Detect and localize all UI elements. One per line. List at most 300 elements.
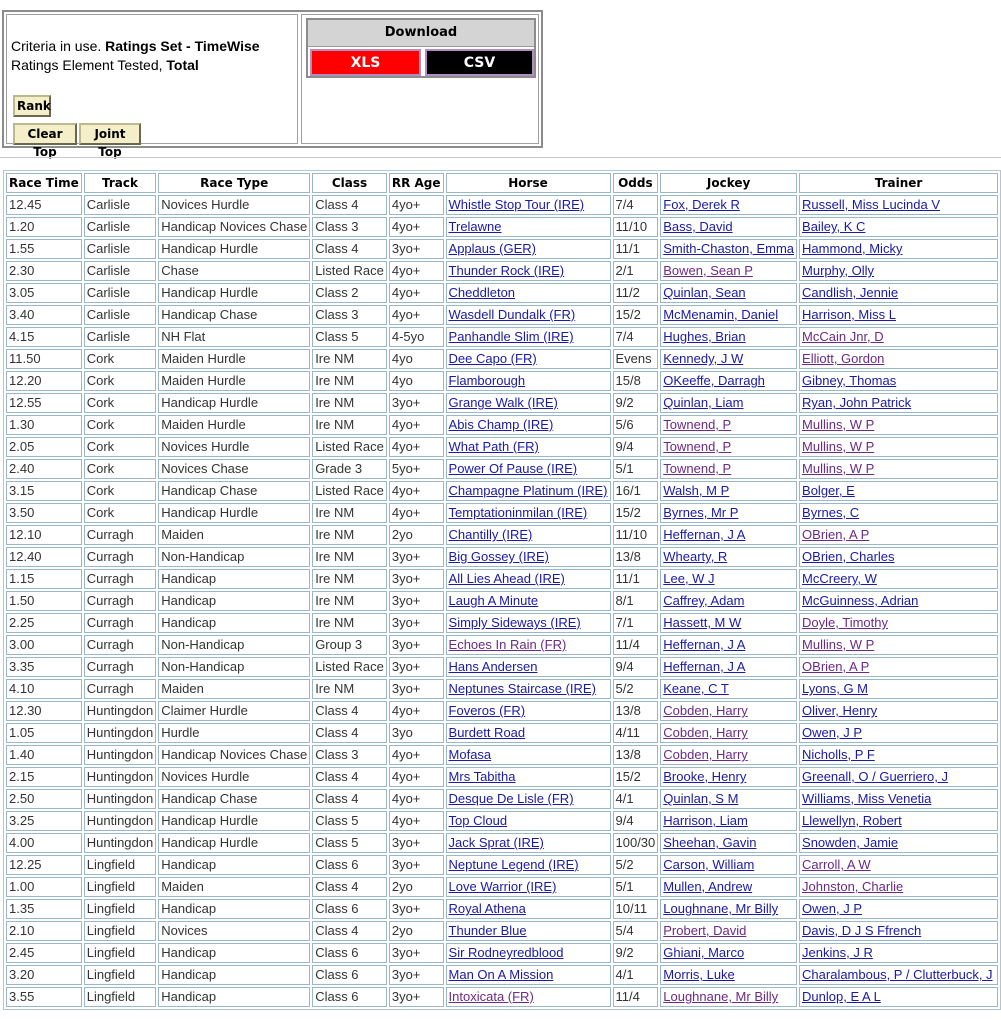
race-time-cell: 3.35 [6, 657, 82, 677]
table-row [6, 481, 998, 501]
trainer-link[interactable]: OBrien, A P [799, 657, 998, 677]
table-row [6, 371, 998, 391]
jockey-link[interactable]: Quinlan, S M [660, 789, 797, 809]
horse-link[interactable]: Chantilly (IRE) [446, 525, 611, 545]
race-type-cell: Novices Hurdle [158, 767, 310, 787]
jockey-link[interactable]: Hassett, M W [660, 613, 797, 633]
rr-age-cell: 4yo+ [389, 195, 444, 215]
horse-link[interactable]: What Path (FR) [446, 437, 611, 457]
odds-cell: 7/4 [613, 195, 659, 215]
track-cell: Carlisle [84, 217, 157, 237]
rr-age-cell: 2yo [389, 921, 444, 941]
jockey-link[interactable]: Ghiani, Marco [660, 943, 797, 963]
odds-cell: 5/2 [613, 679, 659, 699]
trainer-link[interactable]: Byrnes, C [799, 503, 998, 523]
class-cell: Class 4 [312, 701, 387, 721]
odds-cell: 5/2 [613, 855, 659, 875]
jockey-link[interactable]: Kennedy, J W [660, 349, 797, 369]
table-row [6, 217, 998, 237]
race-time-cell: 3.50 [6, 503, 82, 523]
track-cell: Carlisle [84, 239, 157, 259]
horse-link[interactable]: Neptunes Staircase (IRE) [446, 679, 611, 699]
track-cell: Cork [84, 503, 157, 523]
rr-age-cell: 4yo [389, 349, 444, 369]
jockey-link[interactable]: OKeeffe, Darragh [660, 371, 797, 391]
race-time-cell: 3.55 [6, 987, 82, 1007]
track-cell: Lingfield [84, 987, 157, 1007]
trainer-link[interactable]: Russell, Miss Lucinda V [799, 195, 998, 215]
odds-cell: 8/1 [613, 591, 659, 611]
race-time-cell: 3.15 [6, 481, 82, 501]
trainer-link[interactable]: Carroll, A W [799, 855, 998, 875]
class-cell: Listed Race [312, 261, 387, 281]
horse-link[interactable]: Laugh A Minute [446, 591, 611, 611]
horse-link[interactable]: Abis Champ (IRE) [446, 415, 611, 435]
track-cell: Huntingdon [84, 833, 157, 853]
rr-age-cell: 4yo+ [389, 503, 444, 523]
table-row [6, 503, 998, 523]
trainer-link[interactable]: OBrien, Charles [799, 547, 998, 567]
element-prefix: Ratings Element Tested, [11, 57, 167, 73]
criteria-prefix: Criteria in use. [11, 38, 106, 54]
download-cell [301, 14, 539, 144]
ratings-element: Total [166, 57, 199, 73]
jockey-link[interactable]: Whearty, R [660, 547, 797, 567]
race-time-cell: 1.05 [6, 723, 82, 743]
race-time-cell: 3.00 [6, 635, 82, 655]
horse-link[interactable]: Foveros (FR) [446, 701, 611, 721]
race-type-cell: Non-Handicap [158, 657, 310, 677]
table-row [6, 657, 998, 677]
rr-age-cell: 3yo+ [389, 855, 444, 875]
trainer-link[interactable]: Mullins, W P [799, 437, 998, 457]
odds-cell: 11/10 [613, 525, 659, 545]
race-time-cell: 12.20 [6, 371, 82, 391]
trainer-link[interactable]: Mullins, W P [799, 459, 998, 479]
odds-cell: 2/1 [613, 261, 659, 281]
table-row [6, 569, 998, 589]
race-type-cell: NH Flat [158, 327, 310, 347]
odds-cell: 13/8 [613, 745, 659, 765]
horse-link[interactable]: Burdett Road [446, 723, 611, 743]
horse-link[interactable]: Dee Capo (FR) [446, 349, 611, 369]
race-type-cell: Handicap Hurdle [158, 503, 310, 523]
trainer-link[interactable]: Bailey, K C [799, 217, 998, 237]
trainer-link[interactable]: Williams, Miss Venetia [799, 789, 998, 809]
odds-cell: 11/10 [613, 217, 659, 237]
jockey-link[interactable]: Morris, Luke [660, 965, 797, 985]
jockey-link[interactable]: Mullen, Andrew [660, 877, 797, 897]
horse-link[interactable]: Applaus (GER) [446, 239, 611, 259]
table-row [6, 305, 998, 325]
race-time-cell: 12.10 [6, 525, 82, 545]
clear-top-button[interactable]: Clear Top [13, 123, 77, 145]
odds-cell: 11/4 [613, 635, 659, 655]
table-body [6, 195, 998, 1007]
rr-age-cell: 4yo+ [389, 481, 444, 501]
trainer-link[interactable]: Doyle, Timothy [799, 613, 998, 633]
rr-age-cell: 3yo+ [389, 569, 444, 589]
trainer-link[interactable]: Candlish, Jennie [799, 283, 998, 303]
horse-link[interactable]: Whistle Stop Tour (IRE) [446, 195, 611, 215]
table-row [6, 833, 998, 853]
jockey-link[interactable]: Byrnes, Mr P [660, 503, 797, 523]
rr-age-cell: 4-5yo [389, 327, 444, 347]
horse-link[interactable]: Love Warrior (IRE) [446, 877, 611, 897]
horse-link[interactable]: Royal Athena [446, 899, 611, 919]
track-cell: Carlisle [84, 195, 157, 215]
race-time-cell: 1.15 [6, 569, 82, 589]
class-cell: Ire NM [312, 679, 387, 699]
horse-link[interactable]: Echoes In Rain (FR) [446, 635, 611, 655]
track-cell: Huntingdon [84, 767, 157, 787]
column-header-race-type: Race Type [158, 173, 310, 193]
table-row [6, 943, 998, 963]
trainer-link[interactable]: Dunlop, E A L [799, 987, 998, 1007]
trainer-link[interactable]: Harrison, Miss L [799, 305, 998, 325]
odds-cell: 7/1 [613, 613, 659, 633]
horse-link[interactable]: Panhandle Slim (IRE) [446, 327, 611, 347]
track-cell: Curragh [84, 547, 157, 567]
jockey-link[interactable]: Probert, David [660, 921, 797, 941]
rr-age-cell: 3yo+ [389, 833, 444, 853]
race-time-cell: 1.40 [6, 745, 82, 765]
trainer-link[interactable]: OBrien, A P [799, 525, 998, 545]
race-type-cell: Chase [158, 261, 310, 281]
trainer-link[interactable]: Owen, J P [799, 723, 998, 743]
race-time-cell: 1.20 [6, 217, 82, 237]
trainer-link[interactable]: Snowden, Jamie [799, 833, 998, 853]
trainer-link[interactable]: Lyons, G M [799, 679, 998, 699]
class-cell: Class 6 [312, 899, 387, 919]
race-type-cell: Novices [158, 921, 310, 941]
horse-link[interactable]: Champagne Platinum (IRE) [446, 481, 611, 501]
table-row [6, 965, 998, 985]
race-type-cell: Handicap [158, 965, 310, 985]
track-cell: Curragh [84, 591, 157, 611]
class-cell: Class 6 [312, 965, 387, 985]
class-cell: Ire NM [312, 525, 387, 545]
column-header-race-time: Race Time [6, 173, 82, 193]
odds-cell: Evens [613, 349, 659, 369]
table-row [6, 349, 998, 369]
horse-link[interactable]: Desque De Lisle (FR) [446, 789, 611, 809]
odds-cell: 13/8 [613, 547, 659, 567]
trainer-link[interactable]: Hammond, Micky [799, 239, 998, 259]
jockey-link[interactable]: Lee, W J [660, 569, 797, 589]
column-header-rr-age: RR Age [389, 173, 444, 193]
horse-link[interactable]: Thunder Blue [446, 921, 611, 941]
trainer-link[interactable]: Charalambous, P / Clutterbuck, J [799, 965, 998, 985]
class-cell: Ire NM [312, 349, 387, 369]
odds-cell: 9/4 [613, 811, 659, 831]
race-time-cell: 1.30 [6, 415, 82, 435]
table-header [6, 173, 998, 193]
trainer-link[interactable]: Mullins, W P [799, 415, 998, 435]
odds-cell: 16/1 [613, 481, 659, 501]
race-time-cell: 4.15 [6, 327, 82, 347]
race-type-cell: Novices Hurdle [158, 195, 310, 215]
horse-link[interactable]: Grange Walk (IRE) [446, 393, 611, 413]
track-cell: Curragh [84, 635, 157, 655]
race-type-cell: Handicap [158, 855, 310, 875]
trainer-link[interactable]: Llewellyn, Robert [799, 811, 998, 831]
rr-age-cell: 4yo+ [389, 437, 444, 457]
odds-cell: 15/2 [613, 305, 659, 325]
horse-link[interactable]: Hans Andersen [446, 657, 611, 677]
horse-link[interactable]: Top Cloud [446, 811, 611, 831]
table-row [6, 591, 998, 611]
jockey-link[interactable]: Townend, P [660, 415, 797, 435]
class-cell: Class 3 [312, 217, 387, 237]
race-time-cell: 2.45 [6, 943, 82, 963]
track-cell: Cork [84, 415, 157, 435]
table-row [6, 613, 998, 633]
jockey-link[interactable]: Loughnane, Mr Billy [660, 899, 797, 919]
race-time-cell: 12.55 [6, 393, 82, 413]
table-row [6, 283, 998, 303]
jockey-link[interactable]: McMenamin, Daniel [660, 305, 797, 325]
jockey-link[interactable]: Quinlan, Liam [660, 393, 797, 413]
class-cell: Class 3 [312, 305, 387, 325]
rr-age-cell: 3yo+ [389, 613, 444, 633]
trainer-link[interactable]: Johnston, Charlie [799, 877, 998, 897]
jockey-link[interactable]: Cobden, Harry [660, 723, 797, 743]
jockey-link[interactable]: Heffernan, J A [660, 635, 797, 655]
jockey-link[interactable]: Harrison, Liam [660, 811, 797, 831]
class-cell: Class 4 [312, 921, 387, 941]
odds-cell: 9/2 [613, 943, 659, 963]
rr-age-cell: 4yo [389, 371, 444, 391]
rr-age-cell: 3yo+ [389, 987, 444, 1007]
race-time-cell: 4.10 [6, 679, 82, 699]
trainer-link[interactable]: Mullins, W P [799, 635, 998, 655]
trainer-link[interactable]: Murphy, Olly [799, 261, 998, 281]
rr-age-cell: 4yo+ [389, 745, 444, 765]
race-time-cell: 2.05 [6, 437, 82, 457]
trainer-link[interactable]: Jenkins, J R [799, 943, 998, 963]
track-cell: Cork [84, 459, 157, 479]
jockey-link[interactable]: Heffernan, J A [660, 657, 797, 677]
jockey-link[interactable]: Carson, William [660, 855, 797, 875]
jockey-link[interactable]: Fox, Derek R [660, 195, 797, 215]
class-cell: Ire NM [312, 591, 387, 611]
race-type-cell: Maiden [158, 877, 310, 897]
csv-download-button[interactable]: CSV [425, 49, 534, 76]
table-row [6, 459, 998, 479]
race-type-cell: Handicap Hurdle [158, 283, 310, 303]
race-type-cell: Handicap [158, 943, 310, 963]
download-title: Download [308, 20, 534, 47]
jockey-link[interactable]: Smith-Chaston, Emma [660, 239, 797, 259]
class-cell: Class 4 [312, 789, 387, 809]
race-time-cell: 3.40 [6, 305, 82, 325]
race-time-cell: 3.20 [6, 965, 82, 985]
trainer-link[interactable]: Elliott, Gordon [799, 349, 998, 369]
race-type-cell: Handicap Hurdle [158, 811, 310, 831]
race-time-cell: 2.25 [6, 613, 82, 633]
table-row [6, 987, 998, 1007]
table-row [6, 877, 998, 897]
rr-age-cell: 5yo+ [389, 459, 444, 479]
track-cell: Cork [84, 393, 157, 413]
rr-age-cell: 4yo+ [389, 811, 444, 831]
horse-link[interactable]: All Lies Ahead (IRE) [446, 569, 611, 589]
table-row [6, 811, 998, 831]
rr-age-cell: 3yo+ [389, 393, 444, 413]
horse-link[interactable]: Mofasa [446, 745, 611, 765]
trainer-link[interactable]: Gibney, Thomas [799, 371, 998, 391]
odds-cell: 5/4 [613, 921, 659, 941]
jockey-link[interactable]: Sheehan, Gavin [660, 833, 797, 853]
jockey-link[interactable]: Townend, P [660, 437, 797, 457]
track-cell: Lingfield [84, 921, 157, 941]
trainer-link[interactable]: Davis, D J S Ffrench [799, 921, 998, 941]
rr-age-cell: 3yo [389, 723, 444, 743]
class-cell: Class 5 [312, 327, 387, 347]
rr-age-cell: 4yo+ [389, 701, 444, 721]
xls-download-button[interactable]: XLS [310, 49, 421, 76]
race-time-cell: 2.15 [6, 767, 82, 787]
track-cell: Huntingdon [84, 723, 157, 743]
trainer-link[interactable]: Ryan, John Patrick [799, 393, 998, 413]
jockey-link[interactable]: Loughnane, Mr Billy [660, 987, 797, 1007]
horse-link[interactable]: Simply Sideways (IRE) [446, 613, 611, 633]
race-time-cell: 4.00 [6, 833, 82, 853]
trainer-link[interactable]: Bolger, E [799, 481, 998, 501]
horse-link[interactable]: Sir Rodneyredblood [446, 943, 611, 963]
jockey-link[interactable]: Cobden, Harry [660, 745, 797, 765]
joint-top-button[interactable]: Joint Top [79, 123, 141, 145]
race-time-cell: 12.45 [6, 195, 82, 215]
odds-cell: 13/8 [613, 701, 659, 721]
track-cell: Huntingdon [84, 789, 157, 809]
horse-link[interactable]: Intoxicata (FR) [446, 987, 611, 1007]
race-type-cell: Maiden Hurdle [158, 349, 310, 369]
table-row [6, 635, 998, 655]
criteria-panel [2, 10, 543, 159]
class-cell: Class 4 [312, 195, 387, 215]
jockey-link[interactable]: Caffrey, Adam [660, 591, 797, 611]
table-row [6, 723, 998, 743]
table-row [6, 239, 998, 259]
trainer-link[interactable]: McGuinness, Adrian [799, 591, 998, 611]
horse-link[interactable]: Man On A Mission [446, 965, 611, 985]
table-row [6, 437, 998, 457]
odds-cell: 7/4 [613, 327, 659, 347]
rank-button[interactable]: Rank [13, 95, 51, 117]
rr-age-cell: 4yo+ [389, 415, 444, 435]
column-header-class: Class [312, 173, 387, 193]
trainer-link[interactable]: Oliver, Henry [799, 701, 998, 721]
trainer-link[interactable]: Nicholls, P F [799, 745, 998, 765]
trainer-link[interactable]: Greenall, O / Guerriero, J [799, 767, 998, 787]
column-header-jockey: Jockey [660, 173, 797, 193]
criteria-cell [6, 14, 298, 159]
rr-age-cell: 4yo+ [389, 789, 444, 809]
rr-age-cell: 3yo+ [389, 635, 444, 655]
jockey-link[interactable]: Heffernan, J A [660, 525, 797, 545]
criteria-text [11, 37, 260, 75]
jockey-link[interactable]: Bass, David [660, 217, 797, 237]
race-type-cell: Handicap Novices Chase [158, 745, 310, 765]
table-row [6, 899, 998, 919]
jockey-link[interactable]: Cobden, Harry [660, 701, 797, 721]
trainer-link[interactable]: Owen, J P [799, 899, 998, 919]
odds-cell: 5/1 [613, 877, 659, 897]
race-type-cell: Hurdle [158, 723, 310, 743]
horse-link[interactable]: Jack Sprat (IRE) [446, 833, 611, 853]
track-cell: Curragh [84, 525, 157, 545]
trainer-link[interactable]: McCain Jnr, D [799, 327, 998, 347]
odds-cell: 5/6 [613, 415, 659, 435]
table-row [6, 195, 998, 215]
race-time-cell: 1.00 [6, 877, 82, 897]
race-time-cell: 12.40 [6, 547, 82, 567]
column-header-trainer: Trainer [799, 173, 998, 193]
track-cell: Curragh [84, 679, 157, 699]
jockey-link[interactable]: Quinlan, Sean [660, 283, 797, 303]
track-cell: Cork [84, 437, 157, 457]
rr-age-cell: 3yo+ [389, 679, 444, 699]
class-cell: Ire NM [312, 547, 387, 567]
class-cell: Class 6 [312, 855, 387, 875]
jockey-link[interactable]: Townend, P [660, 459, 797, 479]
track-cell: Huntingdon [84, 811, 157, 831]
odds-cell: 15/8 [613, 371, 659, 391]
jockey-link[interactable]: Brooke, Henry [660, 767, 797, 787]
column-header-track: Track [84, 173, 157, 193]
odds-cell: 15/2 [613, 503, 659, 523]
race-time-cell: 11.50 [6, 349, 82, 369]
horse-link[interactable]: Mrs Tabitha [446, 767, 611, 787]
trainer-link[interactable]: McCreery, W [799, 569, 998, 589]
horse-link[interactable]: Trelawne [446, 217, 611, 237]
odds-cell: 10/11 [613, 899, 659, 919]
race-type-cell: Novices Hurdle [158, 437, 310, 457]
race-type-cell: Novices Chase [158, 459, 310, 479]
class-cell: Class 4 [312, 767, 387, 787]
track-cell: Lingfield [84, 855, 157, 875]
download-box [306, 18, 536, 78]
horse-link[interactable]: Power Of Pause (IRE) [446, 459, 611, 479]
horse-link[interactable]: Flamborough [446, 371, 611, 391]
horse-link[interactable]: Temptationinmilan (IRE) [446, 503, 611, 523]
odds-cell: 9/2 [613, 393, 659, 413]
rr-age-cell: 3yo+ [389, 657, 444, 677]
odds-cell: 100/30 [613, 833, 659, 853]
horse-link[interactable]: Big Gossey (IRE) [446, 547, 611, 567]
horse-link[interactable]: Cheddleton [446, 283, 611, 303]
horse-link[interactable]: Wasdell Dundalk (FR) [446, 305, 611, 325]
jockey-link[interactable]: Walsh, M P [660, 481, 797, 501]
table-row [6, 701, 998, 721]
race-type-cell: Handicap [158, 569, 310, 589]
table-row [6, 855, 998, 875]
jockey-link[interactable]: Keane, C T [660, 679, 797, 699]
horse-link[interactable]: Thunder Rock (IRE) [446, 261, 611, 281]
horse-link[interactable]: Neptune Legend (IRE) [446, 855, 611, 875]
jockey-link[interactable]: Hughes, Brian [660, 327, 797, 347]
race-type-cell: Non-Handicap [158, 547, 310, 567]
class-cell: Ire NM [312, 613, 387, 633]
rr-age-cell: 4yo+ [389, 767, 444, 787]
race-type-cell: Non-Handicap [158, 635, 310, 655]
race-type-cell: Handicap [158, 899, 310, 919]
jockey-link[interactable]: Bowen, Sean P [660, 261, 797, 281]
race-type-cell: Maiden [158, 679, 310, 699]
race-type-cell: Handicap [158, 591, 310, 611]
